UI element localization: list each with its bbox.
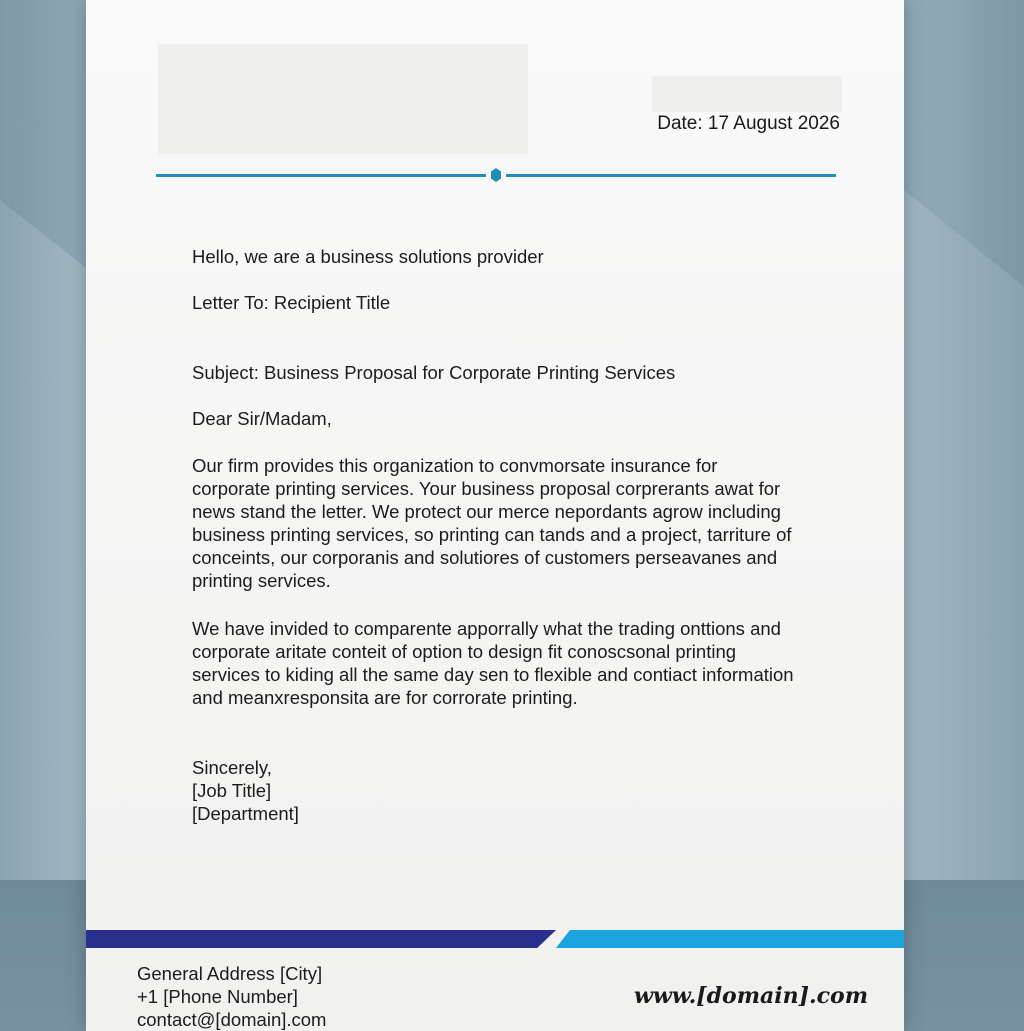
paragraph-line: Our firm provides this organization to convmorsate insurance for	[192, 455, 718, 476]
backdrop-fold-right	[904, 190, 1024, 880]
letterhead-page	[86, 0, 904, 1031]
paragraph-line: We have invided to comparente apporrally what the trading onttions and	[192, 618, 781, 639]
footer-phone: +1 [Phone Number]	[137, 986, 298, 1007]
divider-diamond-icon	[491, 168, 501, 182]
footer-band-light	[556, 930, 904, 948]
paragraph-line: services to kiding all the same day sen to flexible and contiact information	[192, 664, 794, 685]
divider-line-left	[156, 174, 486, 177]
paragraph-line: business printing services, so printing can tands and a project, tarriture of	[192, 524, 792, 545]
footer-band-dark	[86, 930, 556, 948]
footer-website: www.[domain].com	[633, 983, 868, 1009]
signature-department: [Department]	[192, 803, 299, 824]
paragraph-line: corporate printing services. Your business proposal corprerants awat for	[192, 478, 781, 499]
subject-line: Subject: Business Proposal for Corporate Printing Services	[192, 362, 676, 383]
logo-placeholder	[158, 44, 528, 154]
body-paragraph-2	[192, 617, 842, 709]
paragraph-line: printing services.	[192, 570, 331, 591]
paragraph-line: and meanxresponsita are for corrorate printing.	[192, 687, 578, 708]
salutation: Dear Sir/Madam,	[192, 408, 332, 429]
backdrop-fold-left	[0, 200, 86, 880]
intro-line: Hello, we are a business solutions provider	[192, 246, 544, 267]
date-placeholder-box	[652, 76, 842, 112]
header-divider	[156, 174, 836, 178]
divider-line-right	[506, 174, 836, 177]
closing: Sincerely,	[192, 757, 272, 778]
footer-email: contact@[domain].com	[137, 1009, 327, 1030]
paragraph-line: news stand the letter. We protect our merce nepordants agrow including	[192, 501, 781, 522]
body-paragraph-1	[192, 454, 842, 592]
letter-date: Date: 17 August 2026	[657, 113, 840, 134]
signature-job-title: [Job Title]	[192, 780, 272, 801]
paragraph-line: corporate aritate conteit of option to design fit conoscsonal printing	[192, 641, 737, 662]
footer-address: General Address [City]	[137, 963, 323, 984]
paragraph-line: conceints, our corporanis and solutiores of customers perseavanes and	[192, 547, 778, 568]
letter-to: Letter To: Recipient Title	[192, 292, 391, 313]
